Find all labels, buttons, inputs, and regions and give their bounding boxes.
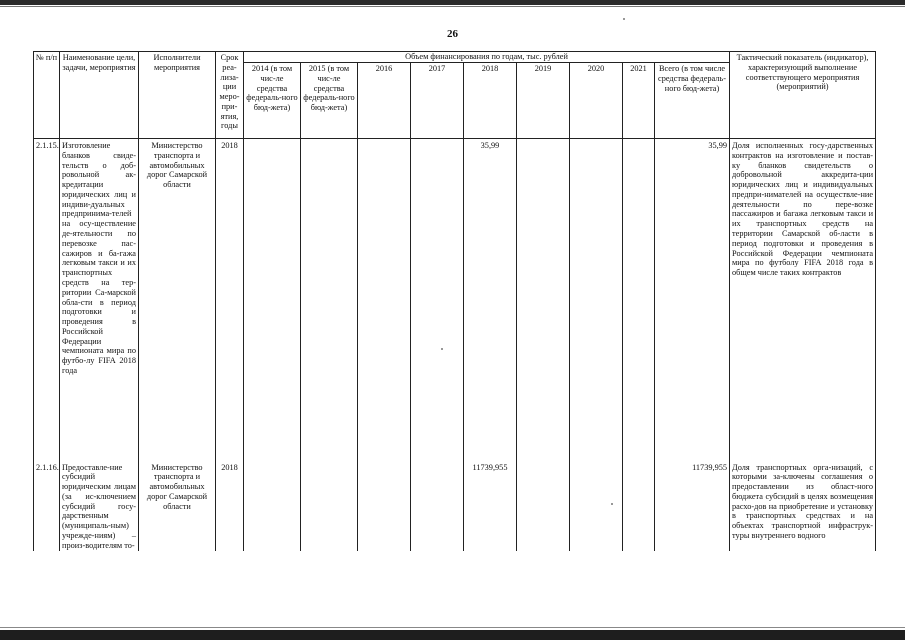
header-year-2020: 2020 — [570, 63, 623, 139]
term: 2018 — [216, 139, 244, 461]
scan-bottom-border — [0, 630, 905, 640]
header-num: № п/п — [34, 52, 60, 139]
header-year-2019: 2019 — [517, 63, 570, 139]
header-year-2016: 2016 — [358, 63, 411, 139]
value-2018: 35,99 — [464, 139, 517, 461]
header-year-2021: 2021 — [623, 63, 655, 139]
value-2021 — [623, 461, 655, 551]
value-2019 — [517, 461, 570, 551]
value-2020 — [570, 139, 623, 461]
scan-top-border-line — [0, 6, 905, 7]
header-year-2018: 2018 — [464, 63, 517, 139]
header-year-2014: 2014 (в том чис-ле средства федераль-ного бюд-жета) — [244, 63, 301, 139]
header-indicator: Тактический показатель (индикатор), характеризующий выполнение соответствующего мероприятия (мероприятий) — [730, 52, 876, 139]
header-year-2015: 2015 (в том чис-ле средства федераль-ного бюд-жета) — [301, 63, 358, 139]
value-2016 — [358, 139, 411, 461]
value-total: 11739,955 — [655, 461, 730, 551]
activity-name: Изготовление бланков свиде-тельств о доб-ровольной ак-кредитации юридических лиц и индиви-дуальных предпринима-телей на осу-ществление де-ятельности по перевозке пас-сажиров и ба-гажа легковым такси и их транспортных средств на тер-ритории Са-марской обла-сти в период подготовки и проведения в Российской Федерации чемпионата мира по футбо-лу FIFA 2018 года — [60, 139, 139, 461]
header-executor: Исполнители мероприятия — [139, 52, 216, 139]
scan-bottom-border-line — [0, 627, 905, 628]
indicator: Доля транспортных орга-низаций, с которыми за-ключены соглашения о предоставлении из област-ного бюджета субсидий в целях возмещения расхо-дов на приобретение и установку в транспортных средствах и на объектах транспортной инфраструк-туры внутреннего водного — [730, 461, 876, 551]
indicator: Доля исполненных госу-дарственных контрактов на изготовление и постав-ку бланков свидетельств о добровольной аккредита-ции юридических лиц и индивидуальных предпри-нимателей на осуществле-ние деятельности по пере-возке пассажиров и багажа легковым такси и их транспортных средств на территории Самарской об-ласти в период подготовки и проведения в Российской Федерации чемпионата мира по футболу FIFA 2018 года в общем числе таких контрактов — [730, 139, 876, 461]
activity-name: Предоставле-ние субсидий юридическим лицам (за ис-ключением субсидий госу-дарственным (муниципаль-ным) учрежде-ниям) – произ-водителям то- — [60, 461, 139, 551]
scan-speck — [623, 18, 625, 20]
value-2014 — [244, 139, 301, 461]
value-2014 — [244, 461, 301, 551]
table-row — [34, 139, 876, 461]
executor: Министерство транспорта и автомобильных дорог Самарской области — [139, 139, 216, 461]
value-total: 35,99 — [655, 139, 730, 461]
funding-table — [33, 51, 876, 551]
header-total: Всего (в том числе средства федераль-ного бюд-жета) — [655, 63, 730, 139]
value-2019 — [517, 139, 570, 461]
value-2015 — [301, 461, 358, 551]
header-name: Наименование цели, задачи, мероприятия — [60, 52, 139, 139]
row-number: 2.1.16. — [34, 461, 60, 551]
value-2017 — [411, 461, 464, 551]
value-2016 — [358, 461, 411, 551]
scan-top-border — [0, 0, 905, 5]
value-2015 — [301, 139, 358, 461]
value-2020 — [570, 461, 623, 551]
executor: Министерство транспорта и автомобильных дорог Самарской области — [139, 461, 216, 551]
value-2018: 11739,955 — [464, 461, 517, 551]
value-2021 — [623, 139, 655, 461]
header-year-2017: 2017 — [411, 63, 464, 139]
row-number: 2.1.15. — [34, 139, 60, 461]
header-term: Срок реа-лиза-ции меро-при-ятия, годы — [216, 52, 244, 139]
value-2017 — [411, 139, 464, 461]
header-row-top — [34, 52, 876, 63]
header-funding-group: Объем финансирования по годам, тыс. рублей — [244, 52, 730, 63]
term: 2018 — [216, 461, 244, 551]
page-number: 26 — [447, 28, 458, 40]
table-row — [34, 461, 876, 551]
